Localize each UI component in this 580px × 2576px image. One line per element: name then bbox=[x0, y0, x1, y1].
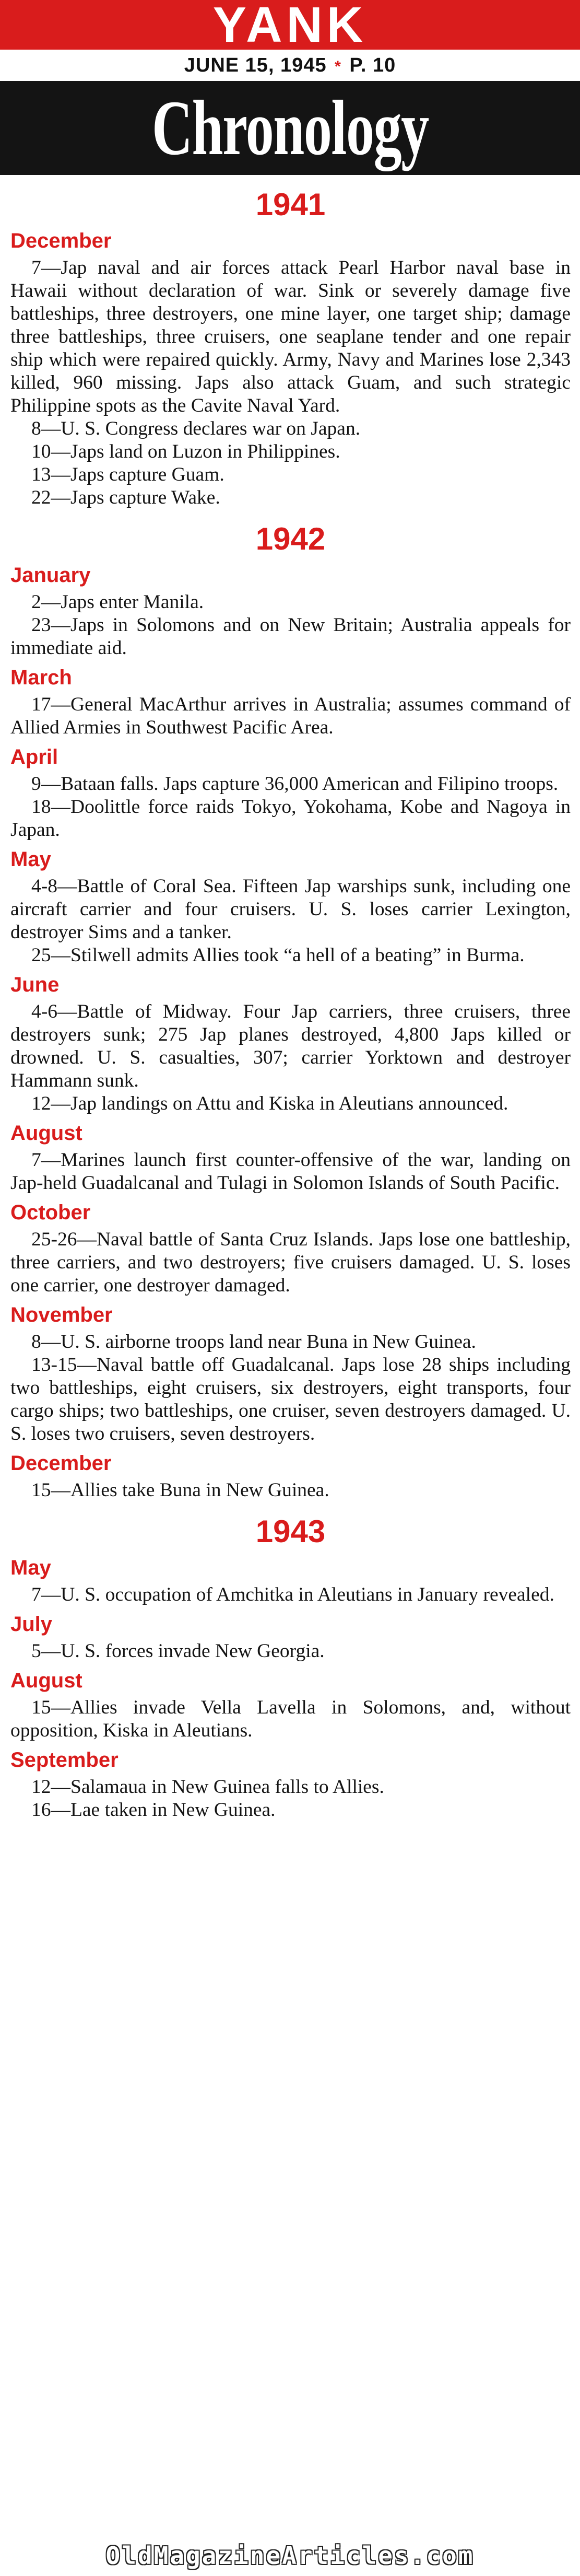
chronology-entry: 13-15—Naval battle off Guadalcanal. Japs lose 28 ships including two battleships, eight cruisers, six destroyers, eight transports, four cargo ships; two battleships, one cruiser, seven destroyers damaged. U. S. loses two cruisers, seven destroyers. bbox=[10, 1354, 571, 1444]
chronology-entry: 12—Jap landings on Attu and Kiska in Aleutians announced. bbox=[31, 1093, 508, 1114]
chronology-entry: 7—Jap naval and air forces attack Pearl Harbor naval base in Hawaii without declaration of war. Sink or severely damage five battleships, three destroyers, one mine layer, one target ship; damage three battleships, three cruisers, one seaplane tender and one repair ship which were repaired quickly. Army, Navy and Marines lose 2,343 killed, 960 missing. Japs also attack Guam, and such strategic Philippine spots as the Cavite Naval Yard. bbox=[10, 257, 571, 416]
chronology-entry: 4-8—Battle of Coral Sea. Fifteen Jap warships sunk, including one aircraft carrier and four cruisers. U. S. loses carrier Lexington, destroyer Sims and a tanker. bbox=[10, 876, 571, 943]
year-heading: 1943 bbox=[255, 1514, 326, 1549]
month-heading: December bbox=[10, 1452, 112, 1475]
chronology-entry: 13—Japs capture Guam. bbox=[31, 464, 224, 485]
month-heading: January bbox=[10, 564, 91, 587]
month-heading: March bbox=[10, 666, 72, 689]
month-heading: May bbox=[10, 1556, 51, 1579]
chronology-entry: 15—Allies invade Vella Lavella in Solomons, and, without opposition, Kiska in Aleutians. bbox=[10, 1697, 571, 1741]
month-heading: October bbox=[10, 1201, 91, 1224]
chronology-entry: 8—U. S. Congress declares war on Japan. bbox=[31, 418, 361, 439]
year-heading: 1942 bbox=[255, 521, 326, 556]
chronology-entry: 10—Japs land on Luzon in Philippines. bbox=[31, 441, 340, 462]
month-heading: December bbox=[10, 229, 112, 252]
chronology-entry: 25—Stilwell admits Allies took “a hell of a beating” in Burma. bbox=[31, 945, 525, 966]
chronology-entry: 2—Japs enter Manila. bbox=[31, 591, 204, 613]
month-heading: August bbox=[10, 1122, 82, 1145]
chronology-entry: 18—Doolittle force raids Tokyo, Yokohama, Kobe and Nagoya in Japan. bbox=[10, 796, 571, 841]
masthead-dateline bbox=[0, 50, 580, 81]
month-heading: September bbox=[10, 1749, 119, 1771]
chronology-entry: 7—Marines launch first counter-offensive of the war, landing on Jap-held Guadalcanal and Tulagi in Solomon Islands of South Pacific. bbox=[10, 1149, 571, 1194]
chronology-entry: 12—Salamaua in New Guinea falls to Allies. bbox=[31, 1776, 384, 1798]
chronology-entry: 4-6—Battle of Midway. Four Jap carriers, three cruisers, three destroyers sunk; 275 Jap planes destroyed, 4,800 Japs killed or drowned. U. S. casualties, 307; carrier Yorktown and destroyer Hammann sunk. bbox=[10, 1001, 571, 1091]
masthead-brand: YANK bbox=[0, 0, 580, 50]
chronology-body bbox=[0, 187, 580, 1822]
year-heading: 1941 bbox=[255, 187, 326, 222]
issue-date: JUNE 15, 1945 bbox=[184, 54, 327, 76]
chronology-entry: 5—U. S. forces invade New Georgia. bbox=[31, 1640, 325, 1662]
watermark: OldMagazineArticles.com bbox=[105, 2542, 475, 2570]
month-heading: May bbox=[10, 848, 51, 871]
chronology-entry: 22—Japs capture Wake. bbox=[31, 487, 220, 508]
chronology-entry: 17—General MacArthur arrives in Australia; assumes command of Allied Armies in Southwest Pacific Area. bbox=[10, 694, 571, 738]
article-title: Chronology bbox=[151, 85, 429, 171]
article-title-banner bbox=[0, 81, 580, 175]
chronology-entry: 9—Bataan falls. Japs capture 36,000 American and Filipino troops. bbox=[31, 773, 559, 795]
month-heading: April bbox=[10, 745, 58, 768]
month-heading: July bbox=[10, 1613, 53, 1636]
month-heading: November bbox=[10, 1303, 113, 1326]
chronology-entry: 7—U. S. occupation of Amchitka in Aleutians in January revealed. bbox=[31, 1584, 554, 1605]
chronology-entry: 23—Japs in Solomons and on New Britain; Australia appeals for immediate aid. bbox=[10, 614, 571, 659]
chronology-entry: 15—Allies take Buna in New Guinea. bbox=[31, 1479, 329, 1501]
page-number: P. 10 bbox=[349, 54, 396, 76]
chronology-entry: 25-26—Naval battle of Santa Cruz Islands. Japs lose one battleship, three carriers, and two destroyers; five cruisers damaged. U. S. loses one carrier, one destroyer damaged. bbox=[10, 1229, 571, 1296]
chronology-entry: 16—Lae taken in New Guinea. bbox=[31, 1799, 276, 1821]
month-heading: June bbox=[10, 973, 60, 996]
chronology-entry: 8—U. S. airborne troops land near Buna in New Guinea. bbox=[31, 1331, 476, 1353]
star-icon: * bbox=[335, 58, 341, 75]
month-heading: August bbox=[10, 1669, 82, 1692]
